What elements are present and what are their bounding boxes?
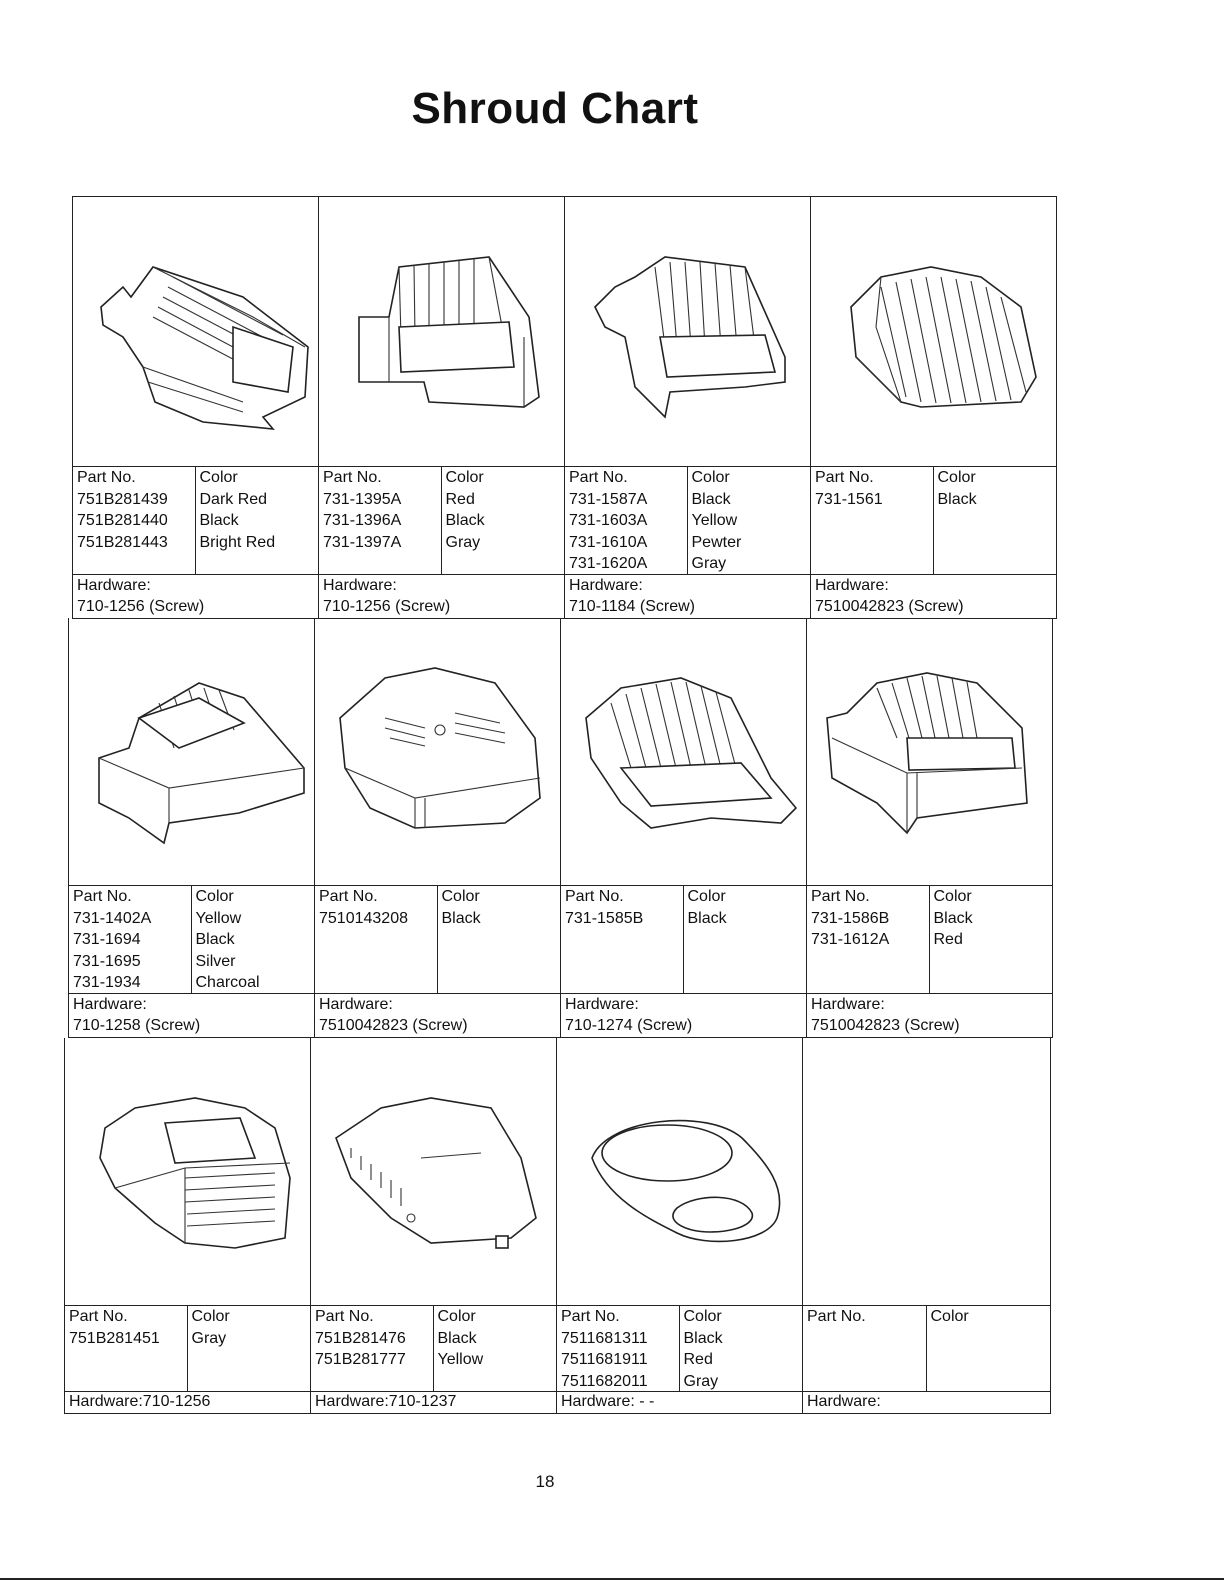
- shroud-slotted-cover-icon: [321, 1048, 547, 1296]
- color-value: Black: [687, 909, 727, 927]
- part-number: 731-1561: [815, 490, 883, 508]
- hardware-info: [319, 575, 564, 619]
- part-info: [561, 886, 806, 994]
- color-value: Black: [437, 1329, 477, 1347]
- color-column: [438, 886, 561, 993]
- color-value: Black: [937, 490, 977, 508]
- color-value: Yellow: [691, 512, 738, 529]
- color-column: [934, 467, 1057, 574]
- chart-row-3: [64, 1038, 1051, 1414]
- shroud-engine-cover-icon: [75, 1048, 301, 1296]
- part-number-column: [557, 1306, 680, 1391]
- shroud-flat-top-grille-icon: [79, 628, 305, 876]
- part-info: [319, 467, 564, 575]
- part-cell: [319, 197, 565, 619]
- color-header: Color: [933, 888, 972, 905]
- color-column: [930, 886, 1053, 993]
- part-number: 731-1694: [73, 931, 141, 948]
- color-value: Black: [691, 490, 731, 508]
- chart-row-2: [68, 618, 1053, 1038]
- hardware-value: 7510042823 (Screw): [815, 598, 964, 615]
- hardware-info: [807, 994, 1052, 1038]
- color-column: [684, 886, 807, 993]
- part-number: 731-1585B: [565, 909, 644, 927]
- shroud-dome-grille-icon: [821, 207, 1047, 457]
- color-header: Color: [691, 469, 730, 486]
- color-header: Color: [930, 1308, 969, 1325]
- hardware-info: Hardware:710-1237: [311, 1392, 556, 1414]
- part-number: 751B281777: [315, 1351, 406, 1368]
- part-number: 7511681911: [561, 1351, 648, 1368]
- part-number: 731-1610A: [569, 533, 648, 551]
- part-info: [315, 886, 560, 994]
- shroud-image: [73, 197, 318, 467]
- hardware-info: [73, 575, 318, 619]
- part-number-column: [73, 467, 196, 574]
- hardware-info: [811, 575, 1056, 619]
- shroud-image: [311, 1038, 556, 1306]
- part-info: [73, 467, 318, 575]
- color-column: [192, 886, 315, 993]
- part-number: 751B281443: [77, 533, 168, 551]
- shroud-image: [315, 618, 560, 886]
- color-value: Dark Red: [199, 490, 268, 508]
- shroud-image: [69, 618, 314, 886]
- part-number-header: Part No.: [565, 888, 624, 905]
- part-cell: [565, 197, 811, 619]
- part-cell: [811, 197, 1057, 619]
- hardware-info: [69, 994, 314, 1038]
- part-number: 731-1396A: [323, 512, 402, 529]
- part-number-header: Part No.: [811, 888, 870, 905]
- part-cell: [803, 1038, 1051, 1414]
- color-value: Black: [683, 1329, 723, 1347]
- color-header: Color: [687, 888, 726, 905]
- part-number-header: Part No.: [315, 1308, 374, 1325]
- part-number: 751B281476: [315, 1329, 406, 1347]
- hardware-value: 710-1256 (Screw): [77, 598, 205, 615]
- part-number: 7511681311: [561, 1329, 648, 1347]
- part-number-column: [65, 1306, 188, 1391]
- color-value: Black: [445, 512, 485, 529]
- color-column: [434, 1306, 557, 1391]
- hardware-label: Hardware:: [323, 577, 397, 594]
- color-value: Gray: [683, 1372, 719, 1390]
- part-number: 731-1587A: [569, 490, 648, 508]
- part-number-column: [315, 886, 438, 993]
- part-number-column: [561, 886, 684, 993]
- part-cell: [311, 1038, 557, 1414]
- color-value: Gray: [445, 533, 481, 551]
- hardware-value: 7510042823 (Screw): [319, 1017, 468, 1034]
- color-value: Black: [199, 512, 239, 529]
- shroud-image-empty: [803, 1038, 1050, 1306]
- part-number-header: Part No.: [69, 1308, 128, 1325]
- part-number-column: [319, 467, 442, 574]
- part-cell: [557, 1038, 803, 1414]
- shroud-grille-side-icon: [83, 207, 309, 457]
- part-number-header: Part No.: [807, 1308, 866, 1325]
- color-column: [680, 1306, 803, 1391]
- part-number: 7511682011: [561, 1372, 648, 1390]
- shroud-boxed-grille-icon: [817, 628, 1043, 876]
- color-value: Red: [445, 490, 475, 508]
- part-number-header: Part No.: [77, 469, 136, 486]
- color-header: Color: [437, 1308, 476, 1325]
- color-header: Color: [683, 1308, 722, 1325]
- page-number: 18: [535, 1472, 555, 1491]
- part-info: [69, 886, 314, 994]
- part-number: 731-1402A: [73, 909, 152, 927]
- shroud-arched-grille-icon: [571, 628, 797, 876]
- hardware-label: Hardware:: [73, 996, 147, 1013]
- part-info: [807, 886, 1052, 994]
- shroud-vented-dome-icon: [325, 628, 551, 876]
- page-bottom-rule: [0, 1578, 1224, 1580]
- hardware-info: [315, 994, 560, 1038]
- part-number: 7510143208: [319, 909, 408, 927]
- color-header: Color: [937, 469, 976, 486]
- part-info: [565, 467, 810, 575]
- part-cell: [807, 618, 1053, 1038]
- hardware-value: 7510042823 (Screw): [811, 1017, 960, 1034]
- part-number: 731-1612A: [811, 931, 890, 948]
- shroud-ring-cover-icon: [567, 1048, 793, 1296]
- hardware-info: [565, 575, 810, 619]
- part-number: 751B281439: [77, 490, 168, 508]
- hardware-value: 710-1256 (Screw): [323, 598, 451, 615]
- part-cell: [73, 197, 319, 619]
- color-value: Silver: [195, 952, 236, 970]
- part-number-column: [811, 467, 934, 574]
- color-value: Yellow: [437, 1351, 484, 1368]
- color-value: Gray: [191, 1329, 227, 1347]
- shroud-image: [561, 618, 806, 886]
- part-number-header: Part No.: [815, 469, 874, 486]
- shroud-rounded-grille-icon: [575, 207, 801, 457]
- color-value: Black: [195, 931, 235, 948]
- hardware-info: Hardware:: [803, 1392, 1050, 1414]
- part-cell: [315, 618, 561, 1038]
- color-header: Color: [445, 469, 484, 486]
- color-column: [188, 1306, 311, 1391]
- hardware-info: Hardware: - -: [557, 1392, 802, 1414]
- color-value: Red: [933, 931, 963, 948]
- hardware-value: 710-1274 (Screw): [565, 1017, 693, 1034]
- shroud-image: [807, 618, 1052, 886]
- color-value: Black: [441, 909, 481, 927]
- part-number-header: Part No.: [73, 888, 132, 905]
- hardware-info: [561, 994, 806, 1038]
- part-cell: [69, 618, 315, 1038]
- color-value: Gray: [691, 555, 727, 572]
- hardware-label: Hardware:: [565, 996, 639, 1013]
- hardware-label: Hardware:: [811, 996, 885, 1013]
- shroud-image: [319, 197, 564, 467]
- part-number: 731-1934: [73, 974, 141, 991]
- color-header: Color: [191, 1308, 230, 1325]
- shroud-image: [557, 1038, 802, 1306]
- hardware-value: 710-1184 (Screw): [569, 598, 695, 615]
- part-number-column: [803, 1306, 927, 1391]
- hardware-info: Hardware:710-1256: [65, 1392, 310, 1414]
- color-column: [927, 1306, 1051, 1391]
- color-value: Bright Red: [199, 533, 276, 551]
- color-value: Pewter: [691, 533, 742, 551]
- color-header: Color: [441, 888, 480, 905]
- part-info: [557, 1306, 802, 1392]
- part-cell: [561, 618, 807, 1038]
- hardware-label: Hardware:: [815, 577, 889, 594]
- color-value: Yellow: [195, 909, 242, 927]
- color-header: Color: [199, 469, 238, 486]
- part-number: 731-1620A: [569, 555, 648, 572]
- page-title: Shroud Chart: [411, 84, 699, 133]
- part-number: 751B281451: [69, 1329, 160, 1347]
- part-number: 731-1695: [73, 952, 141, 970]
- color-column: [688, 467, 811, 574]
- part-number: 731-1395A: [323, 490, 402, 508]
- part-number-header: Part No.: [319, 888, 378, 905]
- color-value: Charcoal: [195, 974, 260, 991]
- part-info: [811, 467, 1056, 575]
- part-number-column: [311, 1306, 434, 1391]
- shroud-image: [811, 197, 1056, 467]
- part-number: 751B281440: [77, 512, 168, 529]
- part-number-header: Part No.: [561, 1308, 620, 1325]
- color-header: Color: [195, 888, 234, 905]
- part-number: 731-1603A: [569, 512, 648, 529]
- part-number-column: [565, 467, 688, 574]
- part-number: 731-1397A: [323, 533, 402, 551]
- part-number-column: [69, 886, 192, 993]
- part-info: [65, 1306, 310, 1392]
- chart-row-1: [72, 196, 1057, 619]
- hardware-label: Hardware:: [77, 577, 151, 594]
- part-cell: [65, 1038, 311, 1414]
- shroud-square-grille-icon: [329, 207, 555, 457]
- part-number-header: Part No.: [569, 469, 628, 486]
- part-number: 731-1586B: [811, 909, 890, 927]
- hardware-value: 710-1258 (Screw): [73, 1017, 201, 1034]
- part-info: [311, 1306, 556, 1392]
- part-number-column: [807, 886, 930, 993]
- color-column: [442, 467, 565, 574]
- hardware-label: Hardware:: [319, 996, 393, 1013]
- shroud-image: [565, 197, 810, 467]
- color-value: Red: [683, 1351, 713, 1368]
- shroud-image: [65, 1038, 310, 1306]
- hardware-label: Hardware:: [569, 577, 643, 594]
- color-column: [196, 467, 319, 574]
- part-info: [803, 1306, 1050, 1392]
- color-value: Black: [933, 909, 973, 927]
- part-number-header: Part No.: [323, 469, 382, 486]
